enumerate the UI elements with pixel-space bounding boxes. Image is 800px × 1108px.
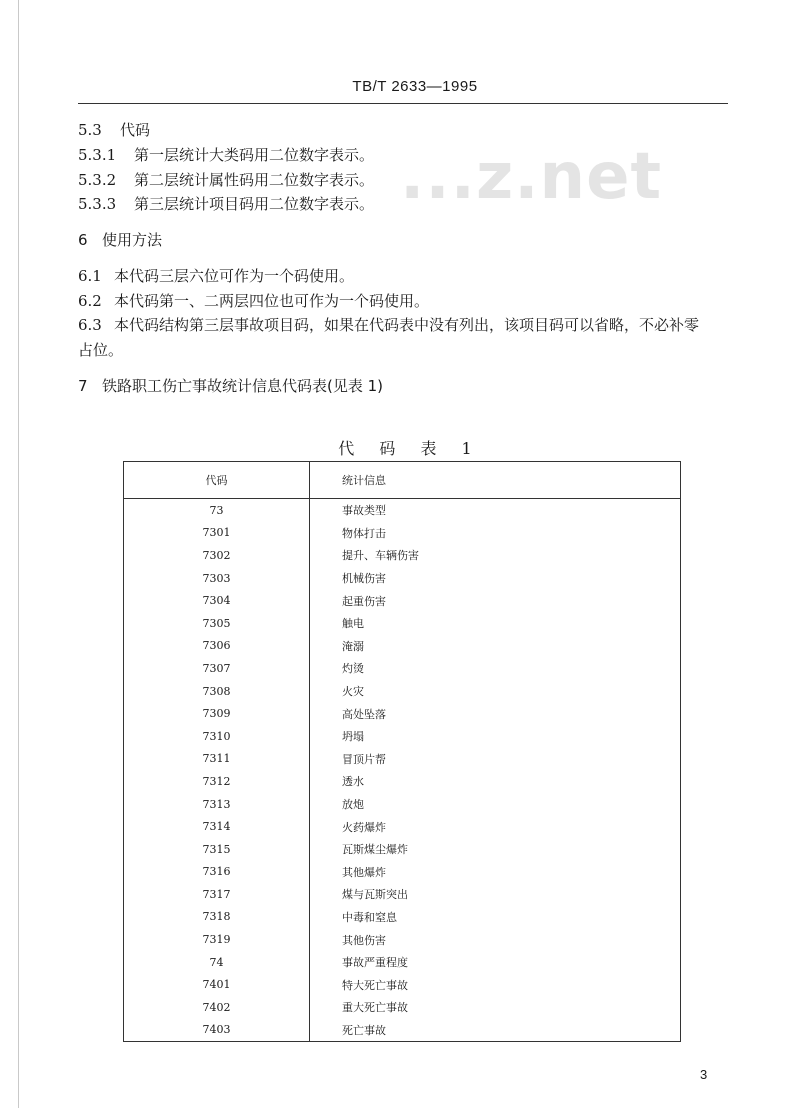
info-cell: 灼烫 [342,662,364,676]
table-row [124,883,681,906]
info-cell: 中毒和窒息 [342,910,397,924]
table-row [124,522,681,545]
info-cell: 提升、车辆伤害 [342,549,419,563]
code-cell: 7318 [124,906,310,929]
table-header-row [124,462,681,499]
table-row [124,838,681,861]
code-cell: 7313 [124,793,310,816]
table-row [124,928,681,951]
table-row [124,770,681,793]
info-cell: 特大死亡事故 [342,978,408,992]
section-5-3: 5.3 代码 [78,121,151,139]
table-title: 代 码 表 1 [338,439,482,458]
info-cell: 冒顶片帮 [342,752,386,766]
code-cell: 7315 [124,838,310,861]
info-cell: 透水 [342,775,364,789]
code-cell: 7307 [124,657,310,680]
header-info: 统计信息 [310,462,681,499]
code-cell: 7402 [124,996,310,1019]
info-cell: 火药爆炸 [342,820,386,834]
info-cell: 放炮 [342,798,364,812]
code-table [123,461,681,1042]
info-cell: 重大死亡事故 [342,1001,408,1015]
watermark: ...z.net [400,140,663,214]
section-5-3-2: 5.3.2 第二层统计属性码用二位数字表示。 [78,171,375,189]
table-row [124,567,681,590]
info-cell: 死亡事故 [342,1023,386,1037]
code-cell: 7319 [124,928,310,951]
code-cell: 74 [124,951,310,974]
section-5-3-3: 5.3.3 第三层统计项目码用二位数字表示。 [78,195,375,213]
page-number: 3 [700,1067,708,1082]
standard-header: TB/T 2633—1995 [352,78,478,95]
info-cell: 事故类型 [342,504,386,518]
table-row [124,635,681,658]
code-cell: 7305 [124,612,310,635]
header-code: 代码 [124,462,310,499]
info-cell: 其他爆炸 [342,865,386,879]
table-row [124,702,681,725]
table-row [124,680,681,703]
code-cell: 7302 [124,544,310,567]
table-row [124,725,681,748]
section-6-3-continuation: 占位。 [78,341,124,359]
code-cell: 7306 [124,635,310,658]
code-cell: 7303 [124,567,310,590]
table-row [124,906,681,929]
table-row [124,951,681,974]
info-cell: 起重伤害 [342,594,386,608]
info-cell: 物体打击 [342,526,386,540]
info-cell: 高处坠落 [342,707,386,721]
table-row [124,499,681,522]
code-cell: 7311 [124,748,310,771]
header-rule [78,103,728,104]
info-cell: 触电 [342,617,364,631]
code-cell: 7317 [124,883,310,906]
table-row [124,1019,681,1042]
table-row [124,589,681,612]
info-cell: 煤与瓦斯突出 [342,888,408,902]
code-cell: 7314 [124,815,310,838]
table-row [124,544,681,567]
info-cell: 淹溺 [342,639,364,653]
code-cell: 7309 [124,702,310,725]
section-7-heading: 7 铁路职工伤亡事故统计信息代码表(见表 1) [78,377,384,395]
code-cell: 7401 [124,973,310,996]
info-cell: 机械伤害 [342,572,386,586]
table-row [124,748,681,771]
section-6-2: 6.2 本代码第一、二两层四位也可作为一个码使用。 [78,292,430,310]
table-row [124,657,681,680]
info-cell: 瓦斯煤尘爆炸 [342,843,408,857]
table-row [124,973,681,996]
info-cell: 事故严重程度 [342,956,408,970]
info-cell: 坍塌 [342,730,364,744]
code-cell: 73 [124,499,310,522]
table-row [124,815,681,838]
code-cell: 7403 [124,1019,310,1042]
section-6-1: 6.1 本代码三层六位可作为一个码使用。 [78,267,355,285]
code-cell: 7316 [124,861,310,884]
code-cell: 7310 [124,725,310,748]
info-cell: 其他伤害 [342,933,386,947]
info-cell: 火灾 [342,685,364,699]
binding-edge-line [18,0,19,1108]
table-row [124,996,681,1019]
code-cell: 7312 [124,770,310,793]
table-row [124,612,681,635]
section-6-heading: 6 使用方法 [78,231,163,249]
table-row [124,793,681,816]
section-6-3: 6.3 本代码结构第三层事故项目码，如果在代码表中没有列出，该项目码可以省略，不必补零 [78,316,700,334]
section-5-3-1: 5.3.1 第一层统计大类码用二位数字表示。 [78,146,375,164]
code-cell: 7304 [124,589,310,612]
code-cell: 7301 [124,522,310,545]
code-cell: 7308 [124,680,310,703]
table-row [124,861,681,884]
